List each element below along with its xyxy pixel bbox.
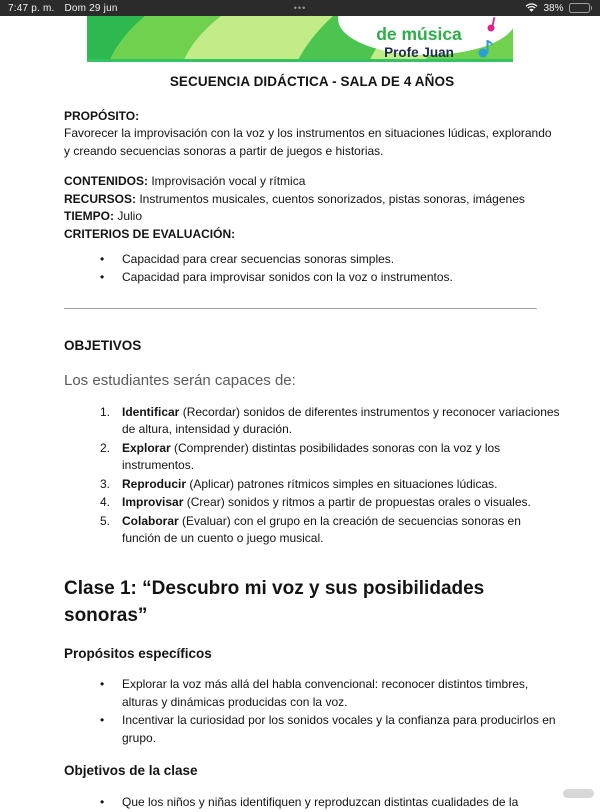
bullet-glyph: • bbox=[100, 712, 122, 747]
objetivos-numbered-list bbox=[64, 404, 560, 548]
battery-icon bbox=[569, 3, 593, 13]
propositos-bullet-list bbox=[64, 676, 560, 747]
recursos-label: RECURSOS: bbox=[64, 192, 136, 206]
multitask-dots-icon: ••• bbox=[294, 3, 306, 13]
list-number: 5. bbox=[100, 513, 122, 548]
proposito-text: Favorecer la improvisación con la voz y los instrumentos en situaciones lúdicas, explorando y creando secuencias sonoras a partir de juegos e historias. bbox=[64, 125, 560, 160]
objetivo-verb: Explorar bbox=[122, 441, 171, 455]
objetivo-text: (Evaluar) con el grupo en la creación de secuencias sonoras en función de un cuento o juego musical. bbox=[122, 514, 521, 546]
list-item bbox=[64, 251, 560, 269]
status-bar bbox=[0, 0, 600, 16]
objetivos-heading: OBJETIVOS bbox=[64, 337, 560, 355]
objetivos-subtitle: Los estudiantes serán capaces de: bbox=[64, 371, 560, 391]
clock-time: 7:47 p. m. bbox=[8, 3, 54, 14]
wifi-icon bbox=[525, 3, 538, 13]
objetivo-verb: Identificar bbox=[122, 405, 179, 419]
proposito-section bbox=[64, 108, 560, 161]
list-item bbox=[64, 269, 560, 287]
contenidos-label: CONTENIDOS: bbox=[64, 174, 148, 188]
objetivo-verb: Reproducir bbox=[122, 477, 186, 491]
criterios-bullet-2: Capacidad para improvisar sonidos con la voz o instrumentos. bbox=[122, 269, 560, 287]
clase1-heading: Clase 1: “Descubro mi voz y sus posibilidades sonoras” bbox=[64, 575, 560, 630]
list-item bbox=[64, 676, 560, 711]
objetivo-text: (Recordar) sonidos de diferentes instrumentos y reconocer variaciones de altura, intensidad y duración. bbox=[122, 405, 560, 437]
document-page bbox=[64, 62, 560, 812]
tiempo-text: Julio bbox=[114, 209, 142, 223]
propositos-especificos-heading: Propósitos específicos bbox=[64, 645, 560, 663]
logo-text-de-musica: de música bbox=[376, 24, 462, 44]
bullet-glyph: • bbox=[100, 251, 122, 269]
bullet-glyph: • bbox=[100, 676, 122, 711]
proposito-bullet-2: Incentivar la curiosidad por los sonidos vocales y la confianza para producirlos en grupo. bbox=[122, 712, 560, 747]
list-item bbox=[64, 494, 560, 512]
list-item bbox=[64, 404, 560, 439]
list-item bbox=[64, 513, 560, 548]
recursos-text: Instrumentos musicales, cuentos sonorizados, pistas sonoras, imágenes bbox=[136, 192, 525, 206]
datos-section bbox=[64, 173, 560, 243]
recursos-line bbox=[64, 191, 560, 209]
section-divider bbox=[64, 308, 537, 309]
document-title: SECUENCIA DIDÁCTICA - SALA DE 4 AÑOS bbox=[64, 73, 560, 91]
bullet-glyph: • bbox=[100, 269, 122, 287]
list-item bbox=[64, 712, 560, 747]
list-item bbox=[64, 794, 560, 812]
proposito-bullet-1: Explorar la voz más allá del habla convencional: reconocer distintos timbres, alturas y dinámicas producidas con la voz. bbox=[122, 676, 560, 711]
tiempo-line bbox=[64, 208, 560, 226]
list-item bbox=[64, 440, 560, 475]
list-number: 4. bbox=[100, 494, 122, 512]
list-number: 1. bbox=[100, 404, 122, 439]
objetivo-text: (Crear) sonidos y ritmos a partir de propuestas orales o visuales. bbox=[183, 495, 530, 509]
music-class-banner bbox=[87, 16, 513, 62]
tiempo-label: TIEMPO: bbox=[64, 209, 114, 223]
criterios-line bbox=[64, 226, 560, 244]
list-number: 3. bbox=[100, 476, 122, 494]
objetivos-clase-bullet-list bbox=[64, 794, 560, 812]
scroll-indicator[interactable] bbox=[563, 789, 594, 798]
list-item bbox=[64, 476, 560, 494]
objetivos-clase-bullet-1: Que los niños y niñas identifiquen y reproduzcan distintas cualidades de la bbox=[122, 794, 560, 812]
bullet-glyph: • bbox=[100, 794, 122, 812]
objetivo-text: (Aplicar) patrones rítmicos simples en situaciones lúdicas. bbox=[186, 477, 497, 491]
objetivo-text: (Comprender) distintas posibilidades sonoras con la voz y los instrumentos. bbox=[122, 441, 500, 473]
objetivo-verb: Improvisar bbox=[122, 495, 183, 509]
list-number: 2. bbox=[100, 440, 122, 475]
contenidos-text: Improvisación vocal y rítmica bbox=[148, 174, 305, 188]
objetivo-verb: Colaborar bbox=[122, 514, 179, 528]
criterios-bullet-1: Capacidad para crear secuencias sonoras simples. bbox=[122, 251, 560, 269]
objetivos-clase-heading: Objetivos de la clase bbox=[64, 762, 560, 780]
battery-percent: 38% bbox=[543, 3, 563, 14]
proposito-label: PROPÓSITO: bbox=[64, 109, 139, 123]
criterios-label: CRITERIOS DE EVALUACIÓN: bbox=[64, 227, 235, 241]
criterios-bullet-list bbox=[64, 251, 560, 286]
status-date: Dom 29 jun bbox=[64, 3, 117, 14]
logo-text-profe-juan: Profe Juan bbox=[384, 45, 454, 60]
contenidos-line bbox=[64, 173, 560, 191]
